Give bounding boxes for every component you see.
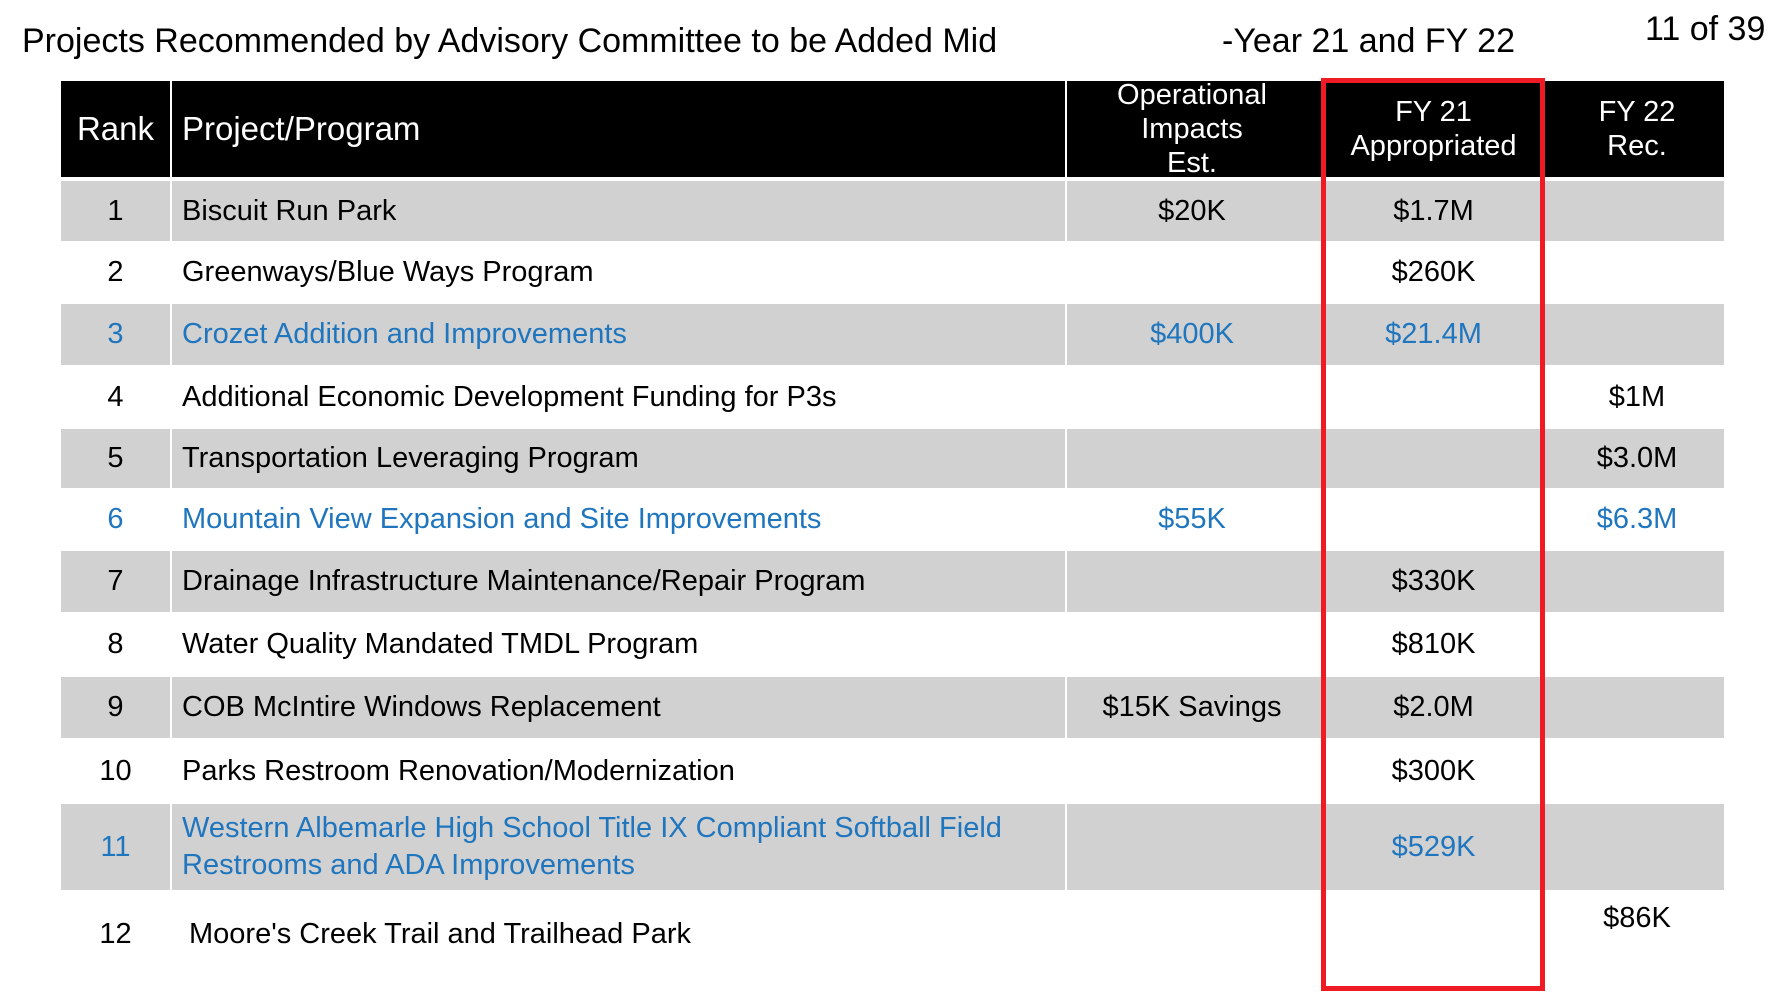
header-fy22 (1550, 81, 1724, 177)
ops-cell (1065, 551, 1317, 612)
header-rank: Rank (76, 110, 155, 147)
fy21-cell (1317, 365, 1550, 429)
rank-cell: 7 (107, 565, 124, 597)
header-fy22-line2: Rec. (1607, 130, 1667, 162)
ops-cell: $400K (1065, 304, 1317, 365)
project-cell: Biscuit Run Park (170, 181, 1065, 241)
table-header (61, 81, 1724, 177)
rank-cell: 3 (107, 318, 124, 350)
fy22-cell (1550, 241, 1724, 304)
ops-cell (1065, 365, 1317, 429)
table-row (61, 612, 1724, 677)
project-cell: COB McIntire Windows Replacement (170, 677, 1065, 738)
fy21-cell: $21.4M (1385, 318, 1482, 350)
projects-table (61, 81, 1724, 978)
fy21-cell: $300K (1391, 754, 1476, 787)
header-ops-line3: Est. (1167, 147, 1217, 179)
fy21-cell: $330K (1391, 565, 1476, 597)
fy21-cell: $529K (1391, 830, 1476, 863)
project-cell: Additional Economic Development Funding for P3s (170, 365, 1065, 429)
table-row (61, 890, 1724, 978)
table-row (61, 304, 1724, 365)
fy21-cell (1317, 488, 1550, 551)
project-cell: Mountain View Expansion and Site Improvements (170, 488, 1065, 551)
fy21-cell: $810K (1391, 628, 1476, 660)
project-cell: Moore's Creek Trail and Trailhead Park (189, 917, 691, 950)
project-cell-line2: Restrooms and ADA Improvements (182, 849, 635, 881)
fy21-cell: $1.7M (1393, 194, 1474, 227)
fy22-cell (1550, 738, 1724, 804)
fy21-cell: $2.0M (1393, 691, 1474, 723)
header-ops-line2: Impacts (1141, 113, 1243, 145)
fy22-cell: $86K (1603, 902, 1671, 934)
ops-cell: $15K Savings (1065, 677, 1317, 738)
ops-cell (1065, 429, 1317, 488)
fy22-cell: $3.0M (1596, 442, 1678, 474)
ops-cell (1065, 241, 1317, 304)
fy22-cell (1550, 804, 1724, 890)
header-fy21-line1: FY 21 (1395, 96, 1472, 128)
fy22-cell (1550, 677, 1724, 738)
table-row (61, 365, 1724, 429)
page-number: 11 of 39 (1645, 10, 1766, 48)
table-row (61, 181, 1724, 241)
fy21-cell: $260K (1391, 256, 1476, 288)
project-cell: Greenways/Blue Ways Program (170, 241, 1065, 304)
rank-cell: 12 (99, 917, 132, 950)
fy22-cell (1550, 181, 1724, 241)
rank-cell: 1 (107, 194, 124, 227)
slide-title: Projects Recommended by Advisory Committee to be Added Mid (22, 22, 998, 60)
table-row (61, 551, 1724, 612)
table-row (61, 738, 1724, 804)
ops-cell: $20K (1065, 181, 1317, 241)
ops-cell: $55K (1065, 488, 1317, 551)
project-cell: Parks Restroom Renovation/Modernization (170, 738, 1065, 804)
fy21-cell (1317, 890, 1550, 978)
fy21-cell (1317, 429, 1550, 488)
ops-cell (1065, 612, 1317, 677)
header-project: Project/Program (170, 81, 1065, 177)
rank-cell: 11 (100, 830, 131, 863)
table-row (61, 241, 1724, 304)
header-fy21-line2: Appropriated (1350, 130, 1517, 162)
project-cell-line1: Western Albemarle High School Title IX Compliant Softball Field (182, 812, 1002, 844)
rank-cell: 8 (107, 628, 124, 660)
rank-cell: 5 (107, 442, 124, 474)
rank-cell: 2 (107, 256, 124, 288)
fy22-cell: $1M (1608, 380, 1666, 413)
ops-cell (1065, 738, 1317, 804)
header-operational-impacts (1065, 81, 1317, 177)
ops-cell (1065, 890, 1317, 978)
table-row (61, 488, 1724, 551)
rank-cell: 9 (107, 691, 124, 723)
rank-cell: 4 (107, 380, 124, 413)
ops-cell (1065, 804, 1317, 890)
rank-cell: 10 (99, 754, 132, 787)
project-cell: Drainage Infrastructure Maintenance/Repair Program (170, 551, 1065, 612)
table-row (61, 804, 1724, 890)
slide-title-continuation: -Year 21 and FY 22 (1222, 22, 1516, 60)
table-row (61, 429, 1724, 488)
header-fy22-line1: FY 22 (1598, 96, 1676, 128)
project-cell: Water Quality Mandated TMDL Program (170, 612, 1065, 677)
header-fy21 (1317, 81, 1550, 177)
table-row (61, 677, 1724, 738)
project-cell: Crozet Addition and Improvements (170, 304, 1065, 365)
fy22-cell (1550, 551, 1724, 612)
fy22-cell: $6.3M (1596, 503, 1678, 535)
fy22-cell (1550, 612, 1724, 677)
rank-cell: 6 (107, 503, 124, 535)
project-cell: Transportation Leveraging Program (170, 429, 1065, 488)
fy22-cell (1550, 304, 1724, 365)
header-ops-line1: Operational (1117, 79, 1267, 111)
project-cell (170, 804, 1065, 890)
